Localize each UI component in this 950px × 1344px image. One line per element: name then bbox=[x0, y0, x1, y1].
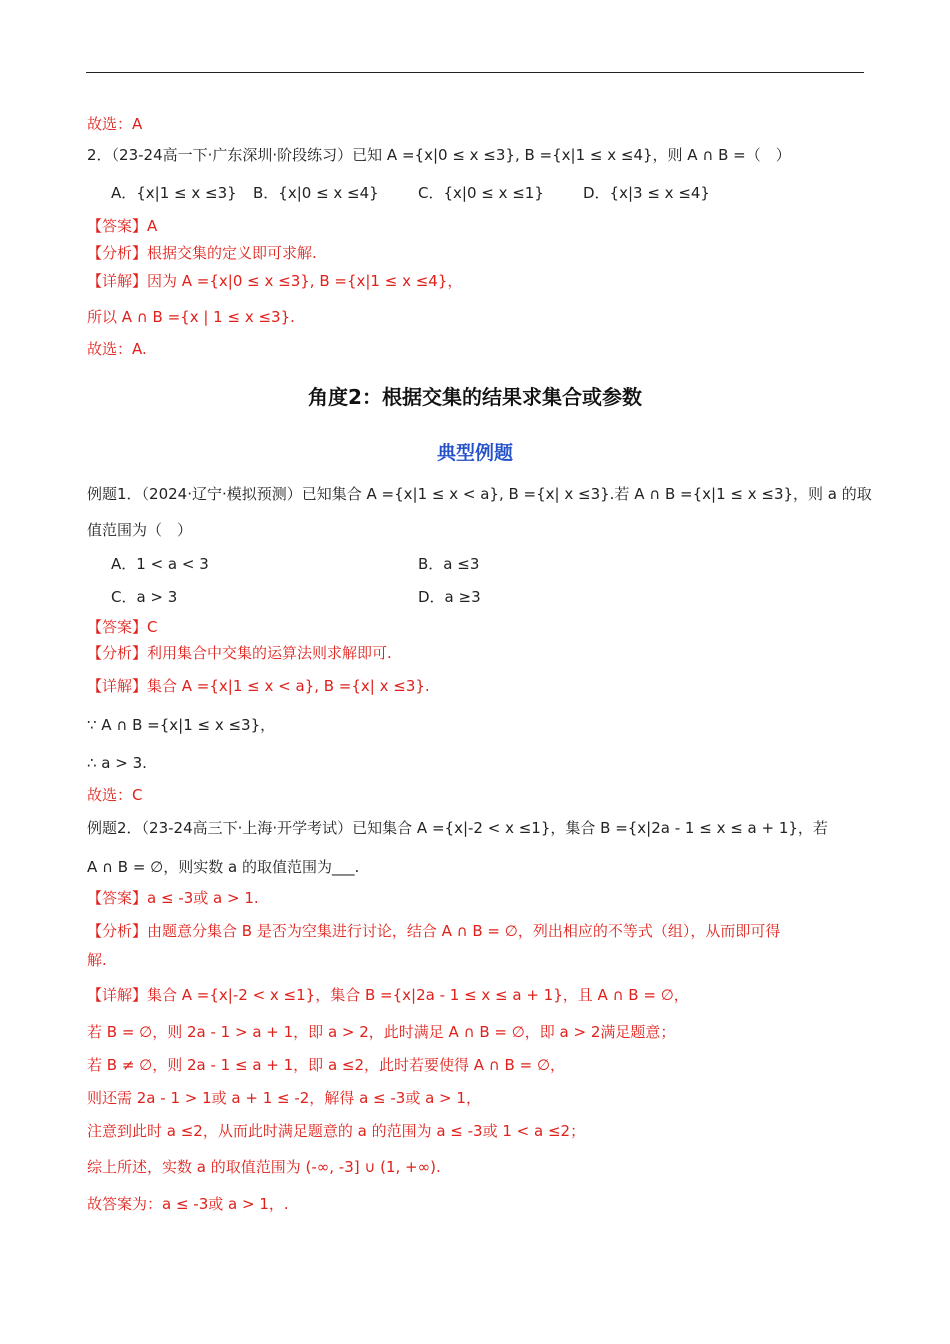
question-2-stem: 2．（23-24高一下·广东深圳·阶段练习）已知 A ={x|0 ≤ x ≤3}, B ={x|1 ≤ x ≤4}，则 A ∩ B =（ ） bbox=[87, 146, 791, 164]
example-2-stem: 例题2．（23-24高三下·上海·开学考试）已知集合 A ={x|-2 < x ≤1}，集合 B ={x|2a - 1 ≤ x ≤ a + 1}，若 bbox=[87, 819, 828, 837]
answer-label: 【答案】C bbox=[87, 618, 158, 636]
answer-label: 【答案】a ≤ -3或 a > 1. bbox=[87, 889, 259, 907]
header-rule bbox=[86, 72, 864, 73]
analysis-label: 【分析】利用集合中交集的运算法则求解即可. bbox=[87, 644, 392, 662]
detail-step: ∴ a > 3. bbox=[87, 754, 147, 772]
example-1-stem: 例题1．（2024·辽宁·模拟预测）已知集合 A ={x|1 ≤ x < a}, B ={x| x ≤3}.若 A ∩ B ={x|1 ≤ x ≤3}，则 a 的取 bbox=[87, 485, 872, 503]
analysis-label: 【分析】根据交集的定义即可求解. bbox=[87, 244, 317, 262]
detail-step: 若 B ≠ ∅，则 2a - 1 ≤ a + 1，即 a ≤2，此时若要使得 A ∩ B = ∅， bbox=[87, 1056, 566, 1074]
option-b: B．a ≤3 bbox=[418, 555, 480, 573]
example-2-stem-cont: A ∩ B = ∅，则实数 a 的取值范围为___. bbox=[87, 858, 360, 876]
final-answer-line: 故答案为：a ≤ -3或 a > 1，. bbox=[87, 1195, 289, 1213]
analysis-cont: 解. bbox=[87, 951, 107, 969]
option-d: D．{x|3 ≤ x ≤4} bbox=[583, 184, 710, 202]
option-a: A．1 < a < 3 bbox=[111, 555, 209, 573]
option-b: B．{x|0 ≤ x ≤4} bbox=[253, 184, 379, 202]
answer-choice-line: 故选：C bbox=[87, 786, 143, 804]
option-d: D．a ≥3 bbox=[418, 588, 481, 606]
detail-conclusion: 综上所述，实数 a 的取值范围为 (-∞, -3] ∪ (1, +∞). bbox=[87, 1158, 441, 1176]
detail-step: ∵ A ∩ B ={x|1 ≤ x ≤3}， bbox=[87, 716, 276, 734]
detail-label: 【详解】集合 A ={x|1 ≤ x < a}, B ={x| x ≤3}. bbox=[87, 677, 430, 695]
analysis-label: 【分析】由题意分集合 B 是否为空集进行讨论，结合 A ∩ B = ∅，列出相应的不等式（组），从而即可得 bbox=[87, 922, 781, 940]
option-a: A．{x|1 ≤ x ≤3} bbox=[111, 184, 237, 202]
answer-label: 【答案】A bbox=[87, 217, 158, 235]
detail-conclusion: 所以 A ∩ B ={x | 1 ≤ x ≤3}. bbox=[87, 308, 295, 326]
option-c: C．a > 3 bbox=[111, 588, 178, 606]
section-heading: 角度2：根据交集的结果求集合或参数 bbox=[308, 385, 642, 409]
example-1-stem-cont: 值范围为（ ） bbox=[87, 521, 193, 539]
detail-label: 【详解】集合 A ={x|-2 < x ≤1}，集合 B ={x|2a - 1 ≤ x ≤ a + 1}，且 A ∩ B = ∅， bbox=[87, 986, 689, 1004]
answer-choice-line: 故选：A bbox=[87, 115, 143, 133]
answer-choice-line: 故选：A. bbox=[87, 340, 147, 358]
detail-label: 【详解】因为 A ={x|0 ≤ x ≤3}, B ={x|1 ≤ x ≤4}， bbox=[87, 272, 463, 290]
detail-step: 则还需 2a - 1 > 1或 a + 1 ≤ -2，解得 a ≤ -3或 a > 1， bbox=[87, 1089, 481, 1107]
section-subheading: 典型例题 bbox=[436, 442, 513, 464]
detail-step: 若 B = ∅，则 2a - 1 > a + 1，即 a > 2，此时满足 A ∩ B = ∅，即 a > 2满足题意； bbox=[87, 1023, 676, 1041]
detail-step: 注意到此时 a ≤2，从而此时满足题意的 a 的范围为 a ≤ -3或 1 < a ≤2； bbox=[87, 1122, 586, 1140]
option-c: C．{x|0 ≤ x ≤1} bbox=[418, 184, 544, 202]
